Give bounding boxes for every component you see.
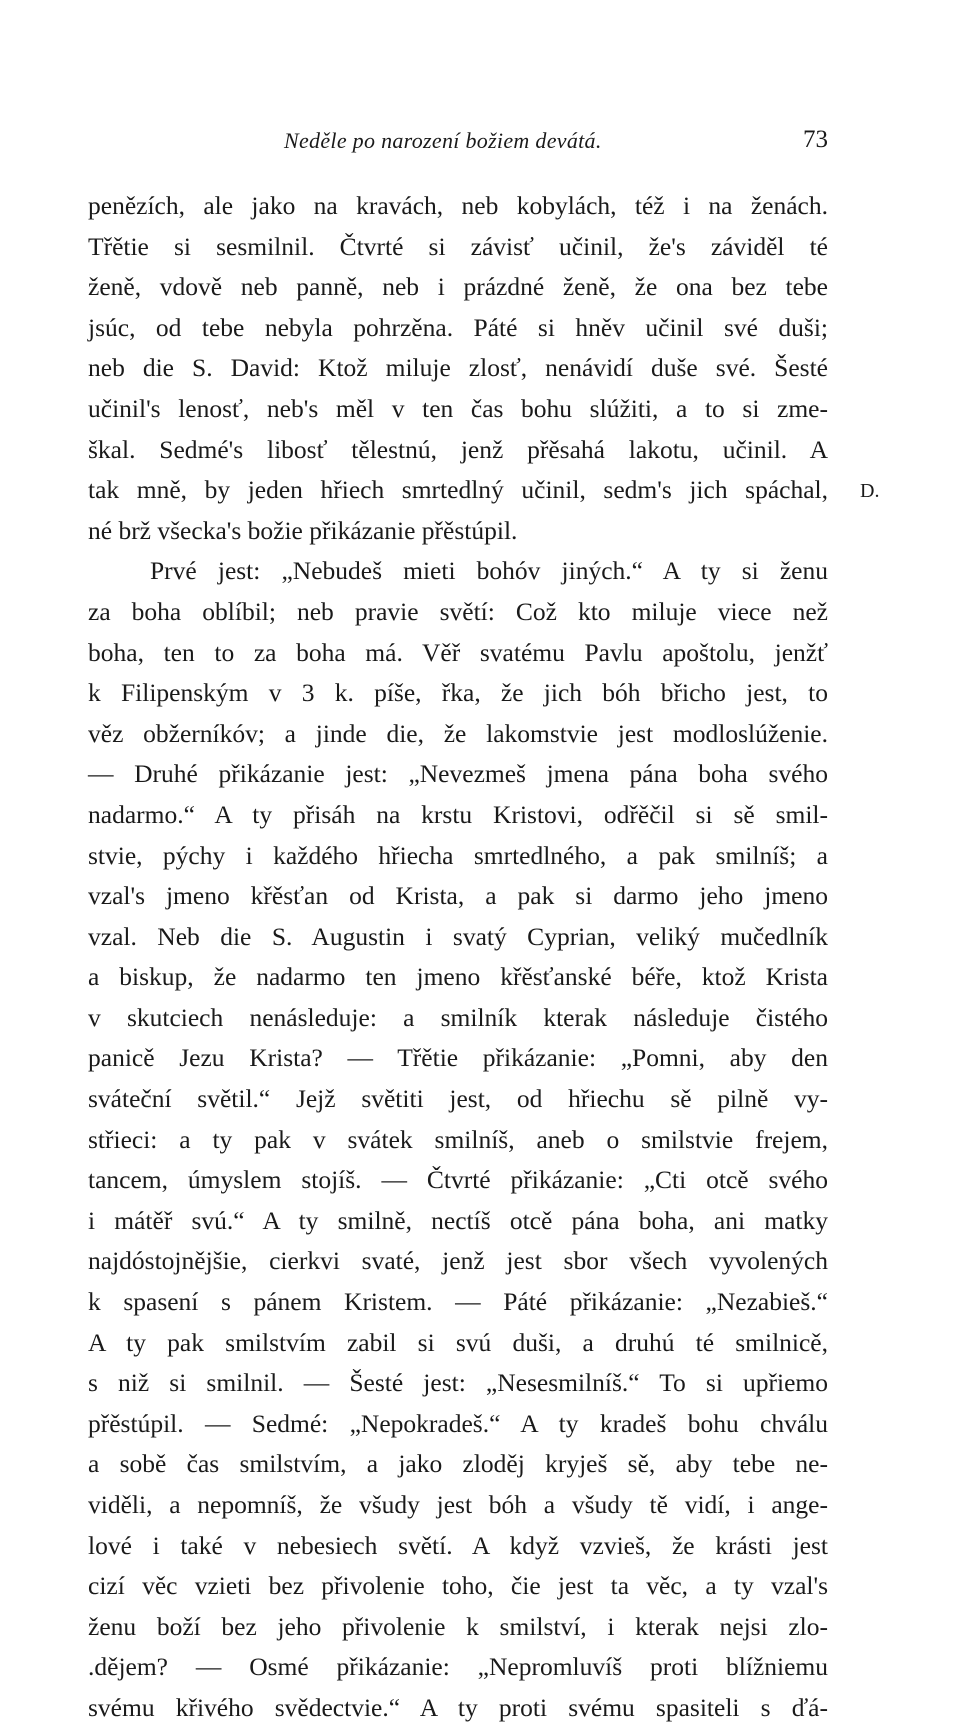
text-line: a sobě čas smilstvím, a jako zloděj kryješ sě, aby tebe ne- <box>88 1449 828 1479</box>
text-line: tak mně, by jeden hřiech smrtedlný učinil, sedm's jich spáchal, <box>88 475 828 505</box>
text-line: né brž všecka's božie přikázanie přěstúpil. <box>88 515 518 545</box>
text-line: .dějem? — Osmé přikázanie: „Nepromluvíš proti blížniemu <box>88 1652 828 1682</box>
text-line: panicě Jezu Krista? — Třětie přikázanie: „Pomni, aby den <box>88 1043 828 1073</box>
text-line: přěstúpil. — Sedmé: „Nepokradeš.“ A ty kradeš bohu chválu <box>88 1408 828 1438</box>
text-line: učinil's lenosť, neb's měl v ten čas bohu slúžiti, a to si zme- <box>88 393 828 423</box>
text-line: svému křivého svědectvie.“ A ty proti svému spasiteli s ďá- <box>88 1692 828 1722</box>
text-line: vzal's jmeno křěsťan od Krista, a pak si darmo jeho jmeno <box>88 881 828 911</box>
text-line: viděli, a nepomníš, že všudy jest bóh a všudy tě vidí, i ange- <box>88 1490 828 1519</box>
text-line: škal. Sedmé's libosť tělestnú, jenž přěsahá lakotu, učinil. A <box>88 434 828 464</box>
text-line: boha, ten to za boha má. Věř svatému Pavlu apoštolu, jenžť <box>88 637 828 667</box>
text-line: — Druhé přikázanie jest: „Nevezmeš jmena pána boha svého <box>88 759 828 789</box>
text-line: A ty pak smilstvím zabil si svú duši, a druhú té smilnicě, <box>88 1327 828 1357</box>
text-line: Třětie si sesmilnil. Čtvrté si závisť učinil, že's záviděl té <box>88 231 828 261</box>
running-title: Neděle po narození božiem devátá. <box>284 128 602 153</box>
text-line: střieci: a ty pak v svátek smilníš, aneb o smilstvie frejem, <box>88 1124 828 1154</box>
page-number: 73 <box>803 126 828 153</box>
text-line: cizí věc vzieti bez přivolenie toho, čie jest ta věc, a ty vzal's <box>88 1571 828 1601</box>
text-line: nadarmo.“ A ty přisáh na krstu Kristovi, odřěčil si sě smil- <box>88 799 828 829</box>
margin-note: D. <box>860 480 880 502</box>
text-line: jsúc, od tebe nebyla pohrzěna. Páté si hněv učinil své duši; <box>88 312 828 342</box>
text-line: v skutciech nenásleduje: a smilník kterak následuje čistého <box>88 1002 828 1032</box>
text-line: ženu boží bez jeho přivolenie k smilství, i kterak nejsi zlo- <box>88 1611 828 1641</box>
text-line: a biskup, že nadarmo ten jmeno křěsťanské béře, ktož Krista <box>88 962 828 992</box>
text-line: sváteční světil.“ Jejž světiti jest, od hřiechu sě pilně vy- <box>88 1084 828 1114</box>
text-line: za boha oblíbil; neb pravie světí: Což kto miluje viece než <box>88 596 828 626</box>
text-line: penězích, ale jako na kravách, neb kobylách, též i na ženách. <box>88 191 828 220</box>
text-line: i mátěř svú.“ A ty smilně, nectíš otcě pána boha, ani matky <box>88 1205 828 1235</box>
page-header <box>88 124 828 160</box>
text-line: k Filipenským v 3 k. píše, řka, že jich bóh břicho jest, to <box>88 678 828 708</box>
text-line: s niž si smilnil. — Šesté jest: „Nesesmilníš.“ To si upřiemo <box>88 1368 828 1398</box>
text-line: stvie, pýchy i každého hřiecha smrtedlného, a pak smilníš; a <box>88 840 828 870</box>
text-line: věz obžerníkóv; a jinde die, že lakomstvie jest modloslúženie. <box>88 718 828 748</box>
text-line: k spasení s pánem Kristem. — Páté přikázanie: „Nezabieš.“ <box>88 1287 828 1317</box>
body-text <box>88 186 828 1729</box>
text-line: lové i také v nebesiech světí. A když vzvieš, že krásti jest <box>88 1530 828 1560</box>
text-line: najdóstojnějšie, cierkvi svaté, jenž jest sbor všech vyvolených <box>88 1246 828 1276</box>
text-line: tancem, úmyslem stojíš. — Čtvrté přikázanie: „Cti otcě svého <box>88 1165 828 1195</box>
text-line: neb die S. David: Ktož miluje zlosť, nenávidí duše své. Šesté <box>88 353 828 383</box>
text-line: Prvé jest: „Nebudeš mieti bohóv jiných.“ A ty si ženu <box>150 556 828 586</box>
text-line: vzal. Neb die S. Augustin i svatý Cyprian, veliký mučedlník <box>88 921 828 951</box>
text-line: ženě, vdově neb panně, neb i prázdné ženě, že ona bez tebe <box>88 272 828 302</box>
